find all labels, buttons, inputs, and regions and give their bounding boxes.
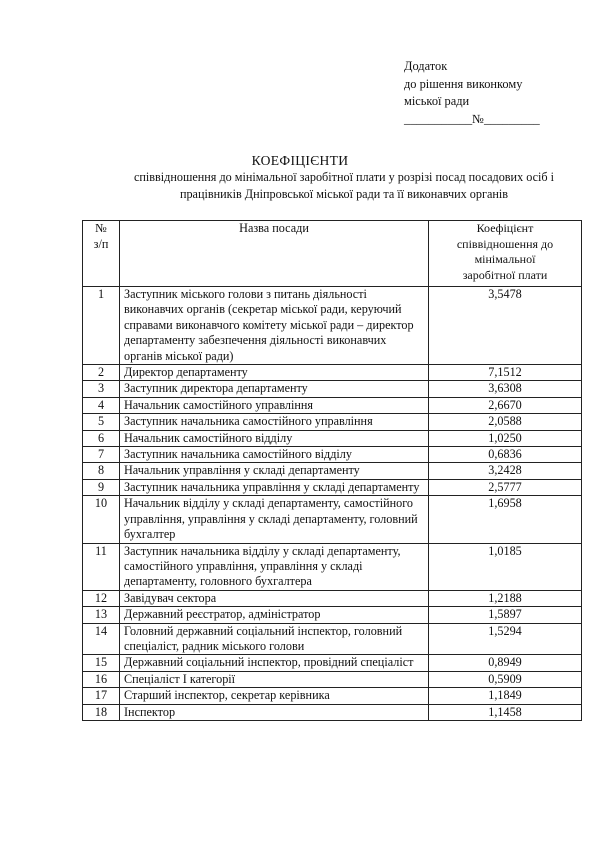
table-row	[83, 655, 582, 671]
row-position: Старший інспектор, секретар керівника	[120, 688, 429, 704]
table-row	[83, 688, 582, 704]
row-coefficient: 1,0250	[429, 430, 582, 446]
row-number: 5	[83, 414, 120, 430]
row-position: Заступник начальника самостійного управління	[120, 414, 429, 430]
table-row	[83, 496, 582, 543]
row-number: 6	[83, 430, 120, 446]
header-coefficient	[429, 221, 582, 287]
header-coefficient-line: співвідношення до	[456, 236, 554, 251]
row-number: 4	[83, 397, 120, 413]
table-row	[83, 447, 582, 463]
row-position: Спеціаліст І категорії	[120, 671, 429, 687]
header-position: Назва посади	[120, 221, 429, 287]
row-coefficient: 3,6308	[429, 381, 582, 397]
row-number: 17	[83, 688, 120, 704]
row-coefficient: 2,5777	[429, 479, 582, 495]
row-coefficient: 1,1458	[429, 704, 582, 720]
row-coefficient: 1,5897	[429, 607, 582, 623]
addendum-line: міської ради	[404, 94, 470, 108]
row-coefficient: 3,5478	[429, 287, 582, 365]
addendum-line: Додаток	[404, 59, 448, 73]
row-position: Начальник самостійного управління	[120, 397, 429, 413]
table-row	[83, 430, 582, 446]
row-coefficient: 0,5909	[429, 671, 582, 687]
row-number: 8	[83, 463, 120, 479]
row-number: 15	[83, 655, 120, 671]
row-number: 16	[83, 671, 120, 687]
row-coefficient: 2,0588	[429, 414, 582, 430]
row-coefficient: 0,8949	[429, 655, 582, 671]
row-number: 13	[83, 607, 120, 623]
row-position: Державний реєстратор, адміністратор	[120, 607, 429, 623]
row-position: Заступник начальника відділу у складі департаменту, самостійного управління, управління у складі департаменту, головного бухгалтера	[120, 543, 429, 590]
addendum-block	[404, 58, 540, 128]
row-position: Заступник начальника управління у складі департаменту	[120, 479, 429, 495]
row-number: 14	[83, 623, 120, 655]
header-coefficient-line: заробітної плати	[462, 267, 548, 282]
header-number	[83, 221, 120, 287]
row-number: 11	[83, 543, 120, 590]
row-position: Завідувач сектора	[120, 590, 429, 606]
coefficients-table	[82, 220, 582, 721]
row-number: 18	[83, 704, 120, 720]
table-row	[83, 463, 582, 479]
table-row	[83, 623, 582, 655]
table-row	[83, 397, 582, 413]
row-number: 9	[83, 479, 120, 495]
row-coefficient: 1,2188	[429, 590, 582, 606]
table-row	[83, 607, 582, 623]
row-number: 2	[83, 365, 120, 381]
row-position: Начальник управління у складі департаменту	[120, 463, 429, 479]
table-row	[83, 365, 582, 381]
row-number: 12	[83, 590, 120, 606]
row-position: Начальник самостійного відділу	[120, 430, 429, 446]
row-number: 1	[83, 287, 120, 365]
row-coefficient: 1,5294	[429, 623, 582, 655]
row-coefficient: 7,1512	[429, 365, 582, 381]
header-coefficient-line: мінімальної	[474, 252, 536, 266]
addendum-line: до рішення виконкому	[404, 76, 523, 91]
row-number: 7	[83, 447, 120, 463]
table-row	[83, 381, 582, 397]
row-number: 3	[83, 381, 120, 397]
row-coefficient: 1,1849	[429, 688, 582, 704]
row-position: Головний державний соціальний інспектор, головний спеціаліст, радник міського голови	[120, 623, 429, 655]
document-subtitle: співвідношення до мінімальної заробітної плати у розрізі посад посадових осіб і працівників Дніпровської міської ради та її виконавчих органів	[133, 170, 555, 201]
table-row	[83, 479, 582, 495]
row-coefficient: 3,2428	[429, 463, 582, 479]
table-row	[83, 590, 582, 606]
header-number-line: №	[95, 221, 107, 235]
table-row	[83, 414, 582, 430]
row-position: Заступник начальника самостійного відділу	[120, 447, 429, 463]
row-position: Державний соціальний інспектор, провідний спеціаліст	[120, 655, 429, 671]
row-position: Директор департаменту	[120, 365, 429, 381]
row-coefficient: 0,6836	[429, 447, 582, 463]
header-coefficient-line: Коефіцієнт	[476, 221, 534, 235]
row-position: Заступник міського голови з питань діяльності виконавчих органів (секретар міської ради, керуючий справами виконавчого комітету міської ради – директор департаменту забезпечення діяльності виконавчих органів міської ради)	[120, 287, 429, 365]
table-row	[83, 671, 582, 687]
table-row	[83, 543, 582, 590]
row-coefficient: 1,0185	[429, 543, 582, 590]
row-position: Інспектор	[120, 704, 429, 720]
table-header-row	[83, 221, 582, 287]
table-row	[83, 287, 582, 365]
document-title: КОЕФІЦІЄНТИ	[251, 153, 349, 168]
addendum-signature-line: ___________№_________	[404, 111, 540, 126]
row-coefficient: 1,6958	[429, 496, 582, 543]
row-position: Заступник директора департаменту	[120, 381, 429, 397]
table-row	[83, 704, 582, 720]
header-number-line: з/п	[93, 236, 109, 251]
row-number: 10	[83, 496, 120, 543]
row-coefficient: 2,6670	[429, 397, 582, 413]
row-position: Начальник відділу у складі департаменту, самостійного управління, управління у складі департаменту, головний бухгалтер	[120, 496, 429, 543]
